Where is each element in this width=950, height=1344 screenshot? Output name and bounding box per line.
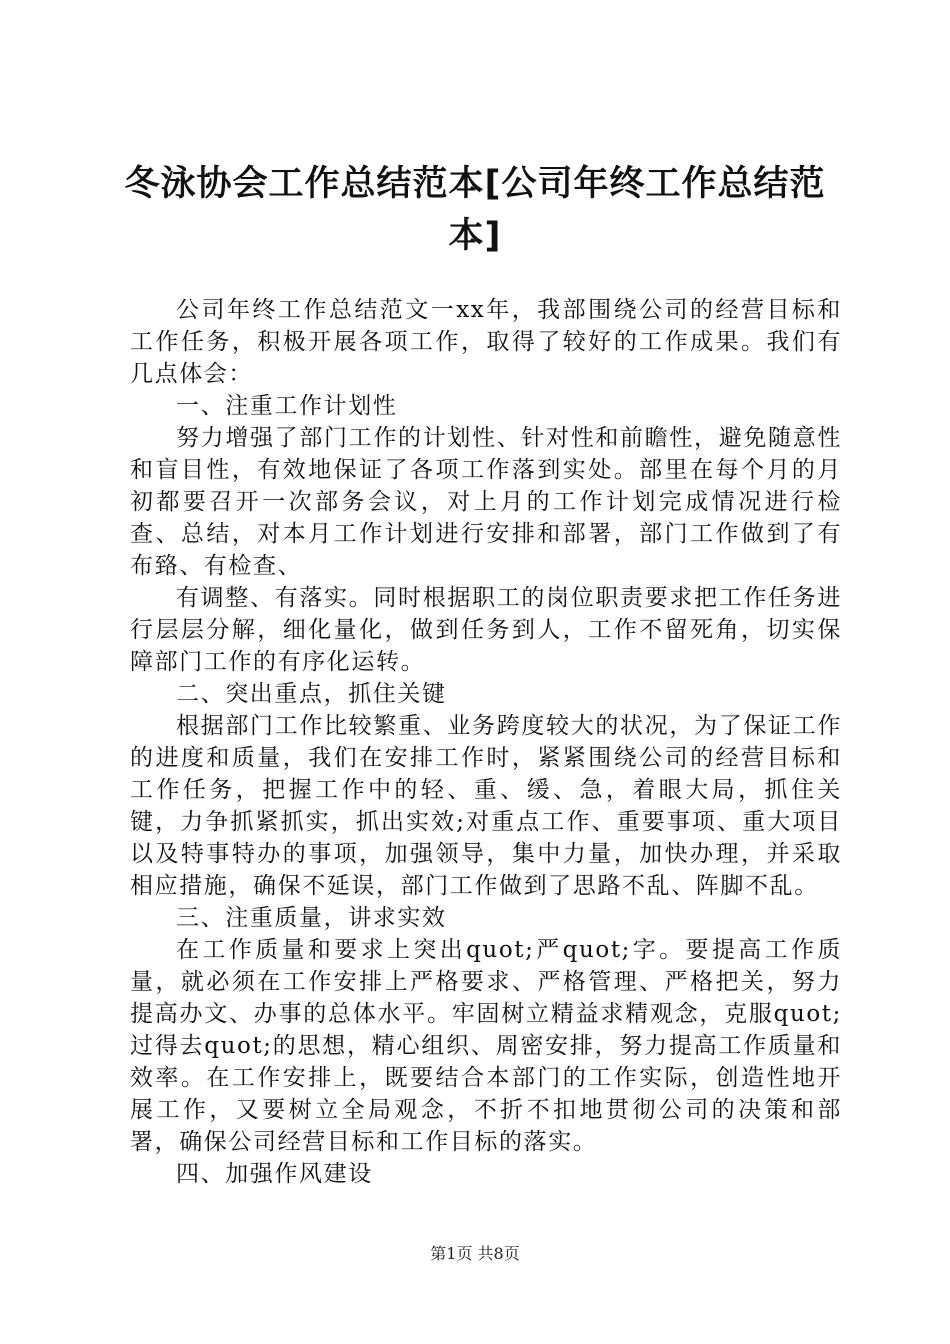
section-heading-1: 一、注重工作计划性 <box>176 393 398 419</box>
section-heading-3: 三、注重质量，讲求实效 <box>176 905 447 931</box>
page-number-footer: 第1页 共8页 <box>430 1244 520 1263</box>
body-paragraph: 有调整、有落实。同时根据职工的岗位职责要求把工作任务进行层层分解，细化量化，做到任务到人，工作不留死角，切实保障部门工作的有序化运转。 <box>130 585 842 675</box>
body-paragraph: 在工作质量和要求上突出quot;严quot;字。要提高工作质量，就必须在工作安排上严格要求、严格管理、严格把关，努力提高办文、办事的总体水平。牢固树立精益求精观念，克服quot;过得去quot;的思想，精心组织、周密安排，努力提高工作质量和效率。在工作安排上，既要结合本部门的工作实际，创造性地开展工作，又要树立全局观念，不折不扣地贯彻公司的决策和部署，确保公司经营目标和工作目标的落实。 <box>130 937 842 1155</box>
body-paragraph: 努力增强了部门工作的计划性、针对性和前瞻性，避免随意性和盲目性，有效地保证了各项工作落到实处。部里在每个月的月初都要召开一次部务会议，对上月的工作计划完成情况进行检查、总结，对本月工作计划进行安排和部署，部门工作做到了有布臵、有检查、 <box>130 425 842 579</box>
section-heading-2: 二、突出重点，抓住关键 <box>176 681 447 707</box>
document-title: 冬泳协会工作总结范本[公司年终工作总结范本] <box>124 164 826 256</box>
section-heading-4: 四、加强作风建设 <box>176 1161 373 1187</box>
intro-paragraph: 公司年终工作总结范文一xx年，我部围绕公司的经营目标和工作任务，积极开展各项工作，取得了较好的工作成果。我们有几点体会： <box>130 297 842 387</box>
body-paragraph: 根据部门工作比较繁重、业务跨度较大的状况，为了保证工作的进度和质量，我们在安排工作时，紧紧围绕公司的经营目标和工作任务，把握工作中的轻、重、缓、急，着眼大局，抓住关键，力争抓紧抓实，抓出实效;对重点工作、重要事项、重大项目以及特事特办的事项，加强领导，集中力量，加快办理，并采取相应措施，确保不延误，部门工作做到了思路不乱、阵脚不乱。 <box>130 713 842 899</box>
document-body <box>130 294 842 1190</box>
